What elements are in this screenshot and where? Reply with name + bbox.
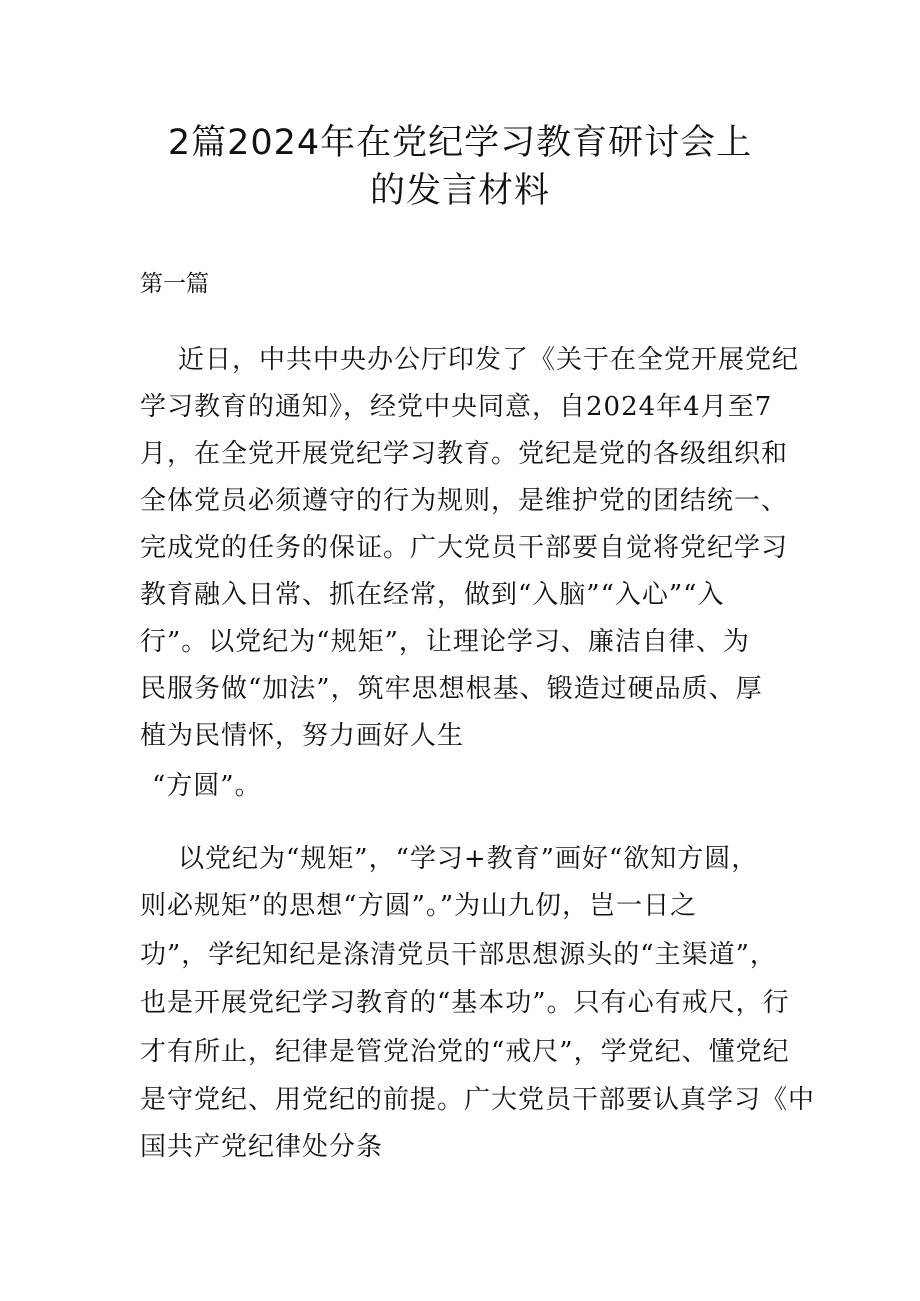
paragraph-line: 学习教育的通知》，经党中央同意，自2024年4月至7 xyxy=(140,392,773,422)
paragraph-line: 近日，中共中央办公厅印发了《关于在全党开展党纪 xyxy=(178,345,800,375)
document-title-line-2: 的发言材料 xyxy=(369,171,550,211)
paragraph-line: 全体党员必须遵守的行为规则，是维护党的团结统一、 xyxy=(140,486,789,516)
paragraph-line: 民服务做“加法”，筑牢思想根基、锻造过硬品质、厚 xyxy=(140,674,763,704)
paragraph-line: 功”，学纪知纪是涤清党员干部思想源头的“主渠道”， xyxy=(140,940,777,970)
paragraph-line: 则必规矩”的思想“方圆”。”为山九仞，岂一日之 xyxy=(140,891,698,921)
paragraph-line: 月，在全党开展党纪学习教育。党纪是党的各级组织和 xyxy=(140,439,789,469)
section-label: 第一篇 xyxy=(140,271,209,297)
document-title-line-1: 2篇2024年在党纪学习教育研讨会上 xyxy=(167,123,753,163)
paragraph-line: 是守党纪、用党纪的前提。广大党员干部要认真学习《中 xyxy=(140,1085,816,1115)
paragraph-line: 行”。以党纪为“规矩”，让理论学习、廉洁自律、为 xyxy=(140,627,750,657)
paragraph-line: 教育融入日常、抓在经常，做到“入脑”“入心”“入 xyxy=(140,580,725,610)
paragraph-line: 也是开展党纪学习教育的“基本功”。只有心有戒尺，行 xyxy=(140,988,790,1018)
paragraph-line: 植为民情怀，努力画好人生 xyxy=(140,721,465,751)
paragraph-line: 才有所止，纪律是管党治党的“戒尺”，学党纪、懂党纪 xyxy=(140,1037,790,1067)
paragraph-line: “方圆”。 xyxy=(152,771,262,801)
paragraph-line: 完成党的任务的保证。广大党员干部要自觉将党纪学习 xyxy=(140,533,789,563)
paragraph-line: 以党纪为“规矩”，“学习+教育”画好“欲知方圆， xyxy=(178,844,759,874)
paragraph-line: 国共产党纪律处分条 xyxy=(140,1132,384,1162)
